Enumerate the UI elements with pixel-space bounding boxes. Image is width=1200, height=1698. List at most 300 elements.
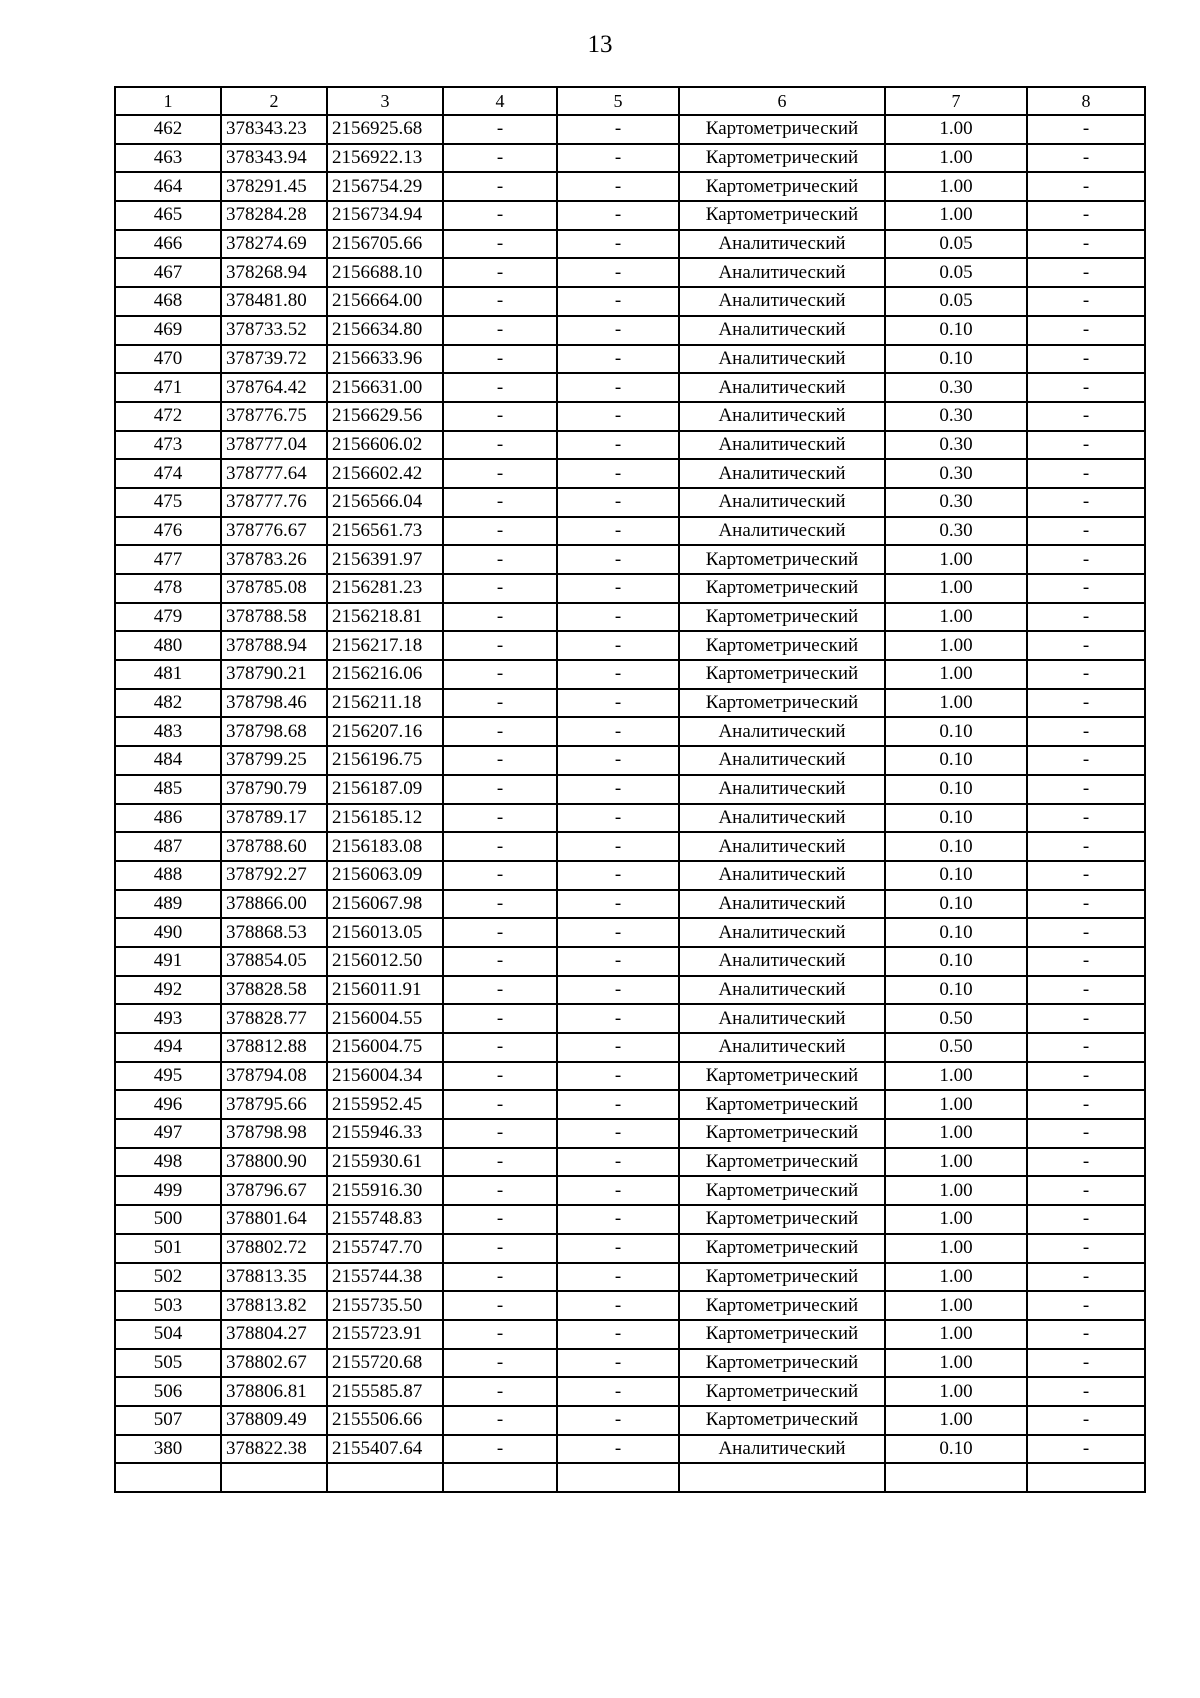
accuracy-cell: 0.10 (885, 717, 1027, 746)
point-number-cell: 497 (115, 1119, 221, 1148)
col4-cell: - (443, 603, 557, 632)
table-row (115, 1004, 1145, 1033)
accuracy-cell: 0.10 (885, 976, 1027, 1005)
col5-cell (557, 1463, 679, 1492)
accuracy-cell: 1.00 (885, 1377, 1027, 1406)
point-number-cell: 493 (115, 1004, 221, 1033)
col8-cell: - (1027, 1033, 1145, 1062)
y-coordinate-cell: 2156688.10 (327, 258, 443, 287)
col5-cell: - (557, 717, 679, 746)
table-row (115, 804, 1145, 833)
accuracy-cell: 0.10 (885, 861, 1027, 890)
col4-cell: - (443, 172, 557, 201)
col8-cell: - (1027, 1349, 1145, 1378)
col4-cell: - (443, 345, 557, 374)
point-number-cell: 486 (115, 804, 221, 833)
column-header: 3 (327, 87, 443, 115)
x-coordinate-cell: 378764.42 (221, 373, 327, 402)
method-cell: Картометрический (679, 1320, 885, 1349)
y-coordinate-cell: 2156631.00 (327, 373, 443, 402)
col5-cell: - (557, 775, 679, 804)
table-row (115, 545, 1145, 574)
point-number-cell: 495 (115, 1062, 221, 1091)
coordinates-table (114, 86, 1146, 1493)
x-coordinate-cell: 378291.45 (221, 172, 327, 201)
table-row (115, 1406, 1145, 1435)
col5-cell: - (557, 1406, 679, 1435)
point-number-cell (115, 1463, 221, 1492)
method-cell: Картометрический (679, 1148, 885, 1177)
col5-cell: - (557, 947, 679, 976)
col5-cell: - (557, 1349, 679, 1378)
table-row (115, 660, 1145, 689)
col5-cell: - (557, 431, 679, 460)
column-header: 7 (885, 87, 1027, 115)
y-coordinate-cell: 2155585.87 (327, 1377, 443, 1406)
col5-cell: - (557, 1090, 679, 1119)
point-number-cell: 473 (115, 431, 221, 460)
col4-cell: - (443, 1033, 557, 1062)
method-cell: Аналитический (679, 804, 885, 833)
accuracy-cell: 0.10 (885, 804, 1027, 833)
table-row (115, 1263, 1145, 1292)
table-row (115, 746, 1145, 775)
point-number-cell: 467 (115, 258, 221, 287)
accuracy-cell: 1.00 (885, 1320, 1027, 1349)
col8-cell: - (1027, 631, 1145, 660)
col5-cell: - (557, 1062, 679, 1091)
col4-cell: - (443, 287, 557, 316)
col8-cell: - (1027, 689, 1145, 718)
y-coordinate-cell: 2156207.16 (327, 717, 443, 746)
accuracy-cell: 1.00 (885, 603, 1027, 632)
col5-cell: - (557, 316, 679, 345)
method-cell: Картометрический (679, 1205, 885, 1234)
y-coordinate-cell: 2155952.45 (327, 1090, 443, 1119)
col4-cell (443, 1463, 557, 1492)
col8-cell: - (1027, 1263, 1145, 1292)
col4-cell: - (443, 574, 557, 603)
table-row (115, 1349, 1145, 1378)
point-number-cell: 494 (115, 1033, 221, 1062)
col8-cell: - (1027, 603, 1145, 632)
y-coordinate-cell: 2156187.09 (327, 775, 443, 804)
col8-cell: - (1027, 1119, 1145, 1148)
method-cell: Картометрический (679, 689, 885, 718)
table-row (115, 1435, 1145, 1464)
col5-cell: - (557, 201, 679, 230)
col8-cell: - (1027, 1234, 1145, 1263)
point-number-cell: 463 (115, 144, 221, 173)
method-cell: Аналитический (679, 775, 885, 804)
point-number-cell: 476 (115, 517, 221, 546)
method-cell: Аналитический (679, 488, 885, 517)
col8-cell: - (1027, 861, 1145, 890)
y-coordinate-cell: 2156218.81 (327, 603, 443, 632)
y-coordinate-cell (327, 1463, 443, 1492)
method-cell: Картометрический (679, 1234, 885, 1263)
method-cell: Картометрический (679, 1062, 885, 1091)
x-coordinate-cell: 378801.64 (221, 1205, 327, 1234)
x-coordinate-cell: 378806.81 (221, 1377, 327, 1406)
point-number-cell: 499 (115, 1176, 221, 1205)
accuracy-cell: 1.00 (885, 1062, 1027, 1091)
x-coordinate-cell: 378776.67 (221, 517, 327, 546)
x-coordinate-cell (221, 1463, 327, 1492)
accuracy-cell: 1.00 (885, 1205, 1027, 1234)
table-row (115, 230, 1145, 259)
method-cell: Аналитический (679, 258, 885, 287)
col8-cell: - (1027, 746, 1145, 775)
col5-cell: - (557, 258, 679, 287)
y-coordinate-cell: 2155747.70 (327, 1234, 443, 1263)
method-cell: Картометрический (679, 1291, 885, 1320)
point-number-cell: 480 (115, 631, 221, 660)
col5-cell: - (557, 373, 679, 402)
x-coordinate-cell: 378854.05 (221, 947, 327, 976)
method-cell: Картометрический (679, 1176, 885, 1205)
col4-cell: - (443, 861, 557, 890)
point-number-cell: 504 (115, 1320, 221, 1349)
accuracy-cell: 0.10 (885, 1435, 1027, 1464)
col4-cell: - (443, 1291, 557, 1320)
accuracy-cell: 1.00 (885, 631, 1027, 660)
y-coordinate-cell: 2155946.33 (327, 1119, 443, 1148)
point-number-cell: 502 (115, 1263, 221, 1292)
point-number-cell: 465 (115, 201, 221, 230)
x-coordinate-cell: 378789.17 (221, 804, 327, 833)
y-coordinate-cell: 2156629.56 (327, 402, 443, 431)
x-coordinate-cell: 378828.58 (221, 976, 327, 1005)
x-coordinate-cell: 378795.66 (221, 1090, 327, 1119)
table-row (115, 603, 1145, 632)
x-coordinate-cell: 378792.27 (221, 861, 327, 890)
col8-cell: - (1027, 1205, 1145, 1234)
point-number-cell: 478 (115, 574, 221, 603)
col8-cell: - (1027, 1148, 1145, 1177)
y-coordinate-cell: 2156561.73 (327, 517, 443, 546)
y-coordinate-cell: 2156281.23 (327, 574, 443, 603)
column-header: 1 (115, 87, 221, 115)
col4-cell: - (443, 1349, 557, 1378)
table-row (115, 1148, 1145, 1177)
col4-cell: - (443, 976, 557, 1005)
col5-cell: - (557, 1320, 679, 1349)
point-number-cell: 484 (115, 746, 221, 775)
col8-cell: - (1027, 431, 1145, 460)
method-cell: Аналитический (679, 918, 885, 947)
method-cell: Картометрический (679, 1090, 885, 1119)
x-coordinate-cell: 378274.69 (221, 230, 327, 259)
x-coordinate-cell: 378268.94 (221, 258, 327, 287)
table-row (115, 459, 1145, 488)
point-number-cell: 496 (115, 1090, 221, 1119)
column-header: 5 (557, 87, 679, 115)
column-header: 8 (1027, 87, 1145, 115)
accuracy-cell (885, 1463, 1027, 1492)
x-coordinate-cell: 378733.52 (221, 316, 327, 345)
table-row (115, 1377, 1145, 1406)
col5-cell: - (557, 574, 679, 603)
col4-cell: - (443, 1263, 557, 1292)
col5-cell: - (557, 861, 679, 890)
x-coordinate-cell: 378739.72 (221, 345, 327, 374)
col4-cell: - (443, 804, 557, 833)
accuracy-cell: 1.00 (885, 1349, 1027, 1378)
table-row (115, 1119, 1145, 1148)
accuracy-cell: 0.30 (885, 517, 1027, 546)
col5-cell: - (557, 1148, 679, 1177)
y-coordinate-cell: 2156925.68 (327, 115, 443, 144)
col5-cell: - (557, 1119, 679, 1148)
accuracy-cell: 0.10 (885, 832, 1027, 861)
point-number-cell: 488 (115, 861, 221, 890)
y-coordinate-cell: 2156004.55 (327, 1004, 443, 1033)
method-cell: Аналитический (679, 287, 885, 316)
accuracy-cell: 1.00 (885, 545, 1027, 574)
table-row (115, 115, 1145, 144)
col4-cell: - (443, 488, 557, 517)
y-coordinate-cell: 2156606.02 (327, 431, 443, 460)
y-coordinate-cell: 2156012.50 (327, 947, 443, 976)
table-row (115, 287, 1145, 316)
col5-cell: - (557, 746, 679, 775)
col8-cell: - (1027, 144, 1145, 173)
method-cell: Аналитический (679, 345, 885, 374)
col8-cell: - (1027, 402, 1145, 431)
page-number: 13 (587, 31, 613, 58)
accuracy-cell: 1.00 (885, 689, 1027, 718)
method-cell: Аналитический (679, 517, 885, 546)
x-coordinate-cell: 378798.68 (221, 717, 327, 746)
accuracy-cell: 0.10 (885, 746, 1027, 775)
col4-cell: - (443, 890, 557, 919)
accuracy-cell: 1.00 (885, 1090, 1027, 1119)
point-number-cell: 507 (115, 1406, 221, 1435)
method-cell: Аналитический (679, 431, 885, 460)
col4-cell: - (443, 1377, 557, 1406)
y-coordinate-cell: 2156013.05 (327, 918, 443, 947)
point-number-cell: 466 (115, 230, 221, 259)
col8-cell (1027, 1463, 1145, 1492)
table-row (115, 574, 1145, 603)
accuracy-cell: 0.30 (885, 402, 1027, 431)
accuracy-cell: 0.30 (885, 459, 1027, 488)
table-row (115, 689, 1145, 718)
x-coordinate-cell: 378790.79 (221, 775, 327, 804)
y-coordinate-cell: 2156634.80 (327, 316, 443, 345)
column-header: 4 (443, 87, 557, 115)
method-cell: Аналитический (679, 402, 885, 431)
col5-cell: - (557, 402, 679, 431)
point-number-cell: 479 (115, 603, 221, 632)
table-row (115, 172, 1145, 201)
y-coordinate-cell: 2156391.97 (327, 545, 443, 574)
x-coordinate-cell: 378794.08 (221, 1062, 327, 1091)
accuracy-cell: 0.30 (885, 431, 1027, 460)
point-number-cell: 498 (115, 1148, 221, 1177)
point-number-cell: 485 (115, 775, 221, 804)
table-row (115, 431, 1145, 460)
table-body (115, 87, 1145, 1492)
x-coordinate-cell: 378788.60 (221, 832, 327, 861)
accuracy-cell: 0.10 (885, 947, 1027, 976)
accuracy-cell: 1.00 (885, 1234, 1027, 1263)
method-cell: Картометрический (679, 115, 885, 144)
col4-cell: - (443, 1205, 557, 1234)
accuracy-cell: 0.30 (885, 373, 1027, 402)
point-number-cell: 487 (115, 832, 221, 861)
x-coordinate-cell: 378343.94 (221, 144, 327, 173)
col5-cell: - (557, 517, 679, 546)
col4-cell: - (443, 316, 557, 345)
col4-cell: - (443, 459, 557, 488)
method-cell: Аналитический (679, 459, 885, 488)
method-cell: Аналитический (679, 832, 885, 861)
point-number-cell: 483 (115, 717, 221, 746)
col5-cell: - (557, 345, 679, 374)
y-coordinate-cell: 2155506.66 (327, 1406, 443, 1435)
table-row (115, 861, 1145, 890)
x-coordinate-cell: 378804.27 (221, 1320, 327, 1349)
y-coordinate-cell: 2156185.12 (327, 804, 443, 833)
col5-cell: - (557, 1435, 679, 1464)
y-coordinate-cell: 2156705.66 (327, 230, 443, 259)
table-row (115, 1234, 1145, 1263)
col4-cell: - (443, 832, 557, 861)
y-coordinate-cell: 2156602.42 (327, 459, 443, 488)
col8-cell: - (1027, 1320, 1145, 1349)
table-row (115, 1062, 1145, 1091)
col8-cell: - (1027, 230, 1145, 259)
col8-cell: - (1027, 201, 1145, 230)
point-number-cell: 501 (115, 1234, 221, 1263)
col4-cell: - (443, 746, 557, 775)
y-coordinate-cell: 2155723.91 (327, 1320, 443, 1349)
col5-cell: - (557, 1205, 679, 1234)
y-coordinate-cell: 2156922.13 (327, 144, 443, 173)
y-coordinate-cell: 2156216.06 (327, 660, 443, 689)
method-cell: Аналитический (679, 373, 885, 402)
accuracy-cell: 1.00 (885, 201, 1027, 230)
y-coordinate-cell: 2156211.18 (327, 689, 443, 718)
point-number-cell: 471 (115, 373, 221, 402)
col5-cell: - (557, 1004, 679, 1033)
col8-cell: - (1027, 258, 1145, 287)
method-cell: Картометрический (679, 1377, 885, 1406)
col4-cell: - (443, 431, 557, 460)
col4-cell: - (443, 1119, 557, 1148)
accuracy-cell: 1.00 (885, 574, 1027, 603)
accuracy-cell: 0.05 (885, 287, 1027, 316)
x-coordinate-cell: 378868.53 (221, 918, 327, 947)
col5-cell: - (557, 1291, 679, 1320)
table-row (115, 631, 1145, 660)
col5-cell: - (557, 1234, 679, 1263)
x-coordinate-cell: 378798.98 (221, 1119, 327, 1148)
method-cell: Картометрический (679, 1349, 885, 1378)
point-number-cell: 462 (115, 115, 221, 144)
point-number-cell: 500 (115, 1205, 221, 1234)
table-row (115, 517, 1145, 546)
x-coordinate-cell: 378866.00 (221, 890, 327, 919)
column-header: 6 (679, 87, 885, 115)
point-number-cell: 503 (115, 1291, 221, 1320)
x-coordinate-cell: 378798.46 (221, 689, 327, 718)
col8-cell: - (1027, 172, 1145, 201)
col4-cell: - (443, 1090, 557, 1119)
y-coordinate-cell: 2156566.04 (327, 488, 443, 517)
x-coordinate-cell: 378481.80 (221, 287, 327, 316)
col8-cell: - (1027, 1090, 1145, 1119)
table-row (115, 144, 1145, 173)
accuracy-cell: 0.50 (885, 1004, 1027, 1033)
x-coordinate-cell: 378813.82 (221, 1291, 327, 1320)
col5-cell: - (557, 1033, 679, 1062)
col8-cell: - (1027, 488, 1145, 517)
y-coordinate-cell: 2156754.29 (327, 172, 443, 201)
point-number-cell: 505 (115, 1349, 221, 1378)
accuracy-cell: 0.10 (885, 345, 1027, 374)
col8-cell: - (1027, 804, 1145, 833)
col4-cell: - (443, 230, 557, 259)
method-cell: Картометрический (679, 545, 885, 574)
method-cell: Аналитический (679, 230, 885, 259)
method-cell: Аналитический (679, 746, 885, 775)
y-coordinate-cell: 2156067.98 (327, 890, 443, 919)
col8-cell: - (1027, 717, 1145, 746)
method-cell: Картометрический (679, 574, 885, 603)
col8-cell: - (1027, 1406, 1145, 1435)
table-row (115, 947, 1145, 976)
x-coordinate-cell: 378812.88 (221, 1033, 327, 1062)
col5-cell: - (557, 459, 679, 488)
col4-cell: - (443, 1062, 557, 1091)
accuracy-cell: 0.10 (885, 316, 1027, 345)
col4-cell: - (443, 1004, 557, 1033)
method-cell: Картометрический (679, 603, 885, 632)
col4-cell: - (443, 717, 557, 746)
x-coordinate-cell: 378809.49 (221, 1406, 327, 1435)
col4-cell: - (443, 1320, 557, 1349)
col8-cell: - (1027, 1291, 1145, 1320)
col8-cell: - (1027, 775, 1145, 804)
col8-cell: - (1027, 890, 1145, 919)
point-number-cell: 489 (115, 890, 221, 919)
method-cell: Картометрический (679, 660, 885, 689)
method-cell: Аналитический (679, 947, 885, 976)
accuracy-cell: 1.00 (885, 1148, 1027, 1177)
accuracy-cell: 0.10 (885, 890, 1027, 919)
y-coordinate-cell: 2155930.61 (327, 1148, 443, 1177)
accuracy-cell: 0.05 (885, 258, 1027, 287)
col5-cell: - (557, 115, 679, 144)
x-coordinate-cell: 378813.35 (221, 1263, 327, 1292)
method-cell: Аналитический (679, 316, 885, 345)
col5-cell: - (557, 976, 679, 1005)
x-coordinate-cell: 378783.26 (221, 545, 327, 574)
accuracy-cell: 1.00 (885, 1119, 1027, 1148)
col8-cell: - (1027, 287, 1145, 316)
col5-cell: - (557, 1377, 679, 1406)
method-cell: Аналитический (679, 976, 885, 1005)
table-row (115, 1291, 1145, 1320)
point-number-cell: 474 (115, 459, 221, 488)
table-row (115, 1320, 1145, 1349)
col8-cell: - (1027, 947, 1145, 976)
table-row (115, 1090, 1145, 1119)
col5-cell: - (557, 890, 679, 919)
